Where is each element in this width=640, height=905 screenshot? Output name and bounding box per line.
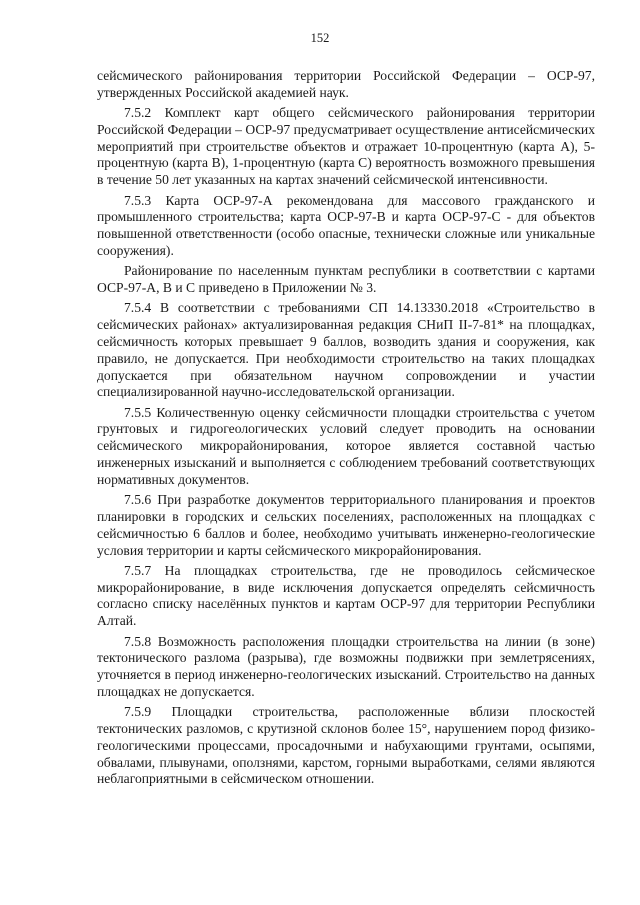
paragraph-7-5-3: 7.5.3 Карта ОСР-97-А рекомендована для массового гражданского и промышленного строительства; карта ОСР-97-В и карта ОСР-97-С - для объектов повышенной ответственности (особо опасные, технически сложные или уникальные сооружения).	[97, 192, 595, 258]
paragraph-zoning: Районирование по населенным пунктам республики в соответствии с картами ОСР-97-А, В и С приведено в Приложении № 3.	[97, 263, 595, 296]
paragraph-7-5-8: 7.5.8 Возможность расположения площадки строительства на линии (в зоне) тектонического разлома (разрыва), где возможны подвижки при землетрясениях, уточняется в период инженерно-геологических изысканий. Строительство на данных площадках не допускается.	[97, 633, 595, 699]
page-number: 152	[310, 31, 330, 45]
paragraph-7-5-6: 7.5.6 При разработке документов территориального планирования и проектов планировки в городских и сельских поселениях, расположенных на площадках с сейсмичностью 6 баллов и более, необходимо учитывать инженерно-геологические условия территории и карты сейсмического микрорайонирования.	[97, 492, 595, 558]
body-text	[97, 68, 595, 792]
paragraph-7-5-2: 7.5.2 Комплект карт общего сейсмического районирования территории Российской Федерации – ОСР-97 предусматривает осуществление антисейсмических мероприятий при строительстве объектов и отражает 10-процентную (карта А), 5-процентную (карта В), 1-процентную (карта С) вероятность возможного превышения в течение 50 лет указанных на картах значений сейсмической интенсивности.	[97, 105, 595, 188]
paragraph-7-5-5: 7.5.5 Количественную оценку сейсмичности площадки строительства с учетом грунтовых и гидрогеологических условий следует проводить на основании сейсмического микрорайонирования, которое является составной частью инженерных изысканий и выполняется с соблюдением требований соответствующих нормативных документов.	[97, 404, 595, 487]
paragraph-7-5-7: 7.5.7 На площадках строительства, где не проводилось сейсмическое микрорайонирование, в виде исключения допускается определять сейсмичность согласно списку населённых пунктов и картам ОСР-97 для территории Республики Алтай.	[97, 562, 595, 629]
paragraph-7-5-4: 7.5.4 В соответствии с требованиями СП 14.13330.2018 «Строительство в сейсмических районах» актуализированная редакция СНиП II-7-81* на площадках, сейсмичность которых превышает 9 баллов, возводить здания и сооружения, как правило, не допускается. При необходимости строительство на таких площадках допускается при обязательном научном сопровождении и участии специализированной научно-исследовательской организации.	[97, 300, 595, 400]
paragraph-7-5-9: 7.5.9 Площадки строительства, расположенные вблизи плоскостей тектонических разломов, с крутизной склонов более 15°, нарушением пород физико-геологическими процессами, просадочными и набухающими грунтами, осыпями, обвалами, плывунами, оползнями, карстом, горными выработками, селями являются неблагоприятными в сейсмическом отношении.	[97, 704, 595, 787]
paragraph-continuation: сейсмического районирования территории Российской Федерации – ОСР-97, утвержденных Российской академией наук.	[97, 68, 595, 100]
